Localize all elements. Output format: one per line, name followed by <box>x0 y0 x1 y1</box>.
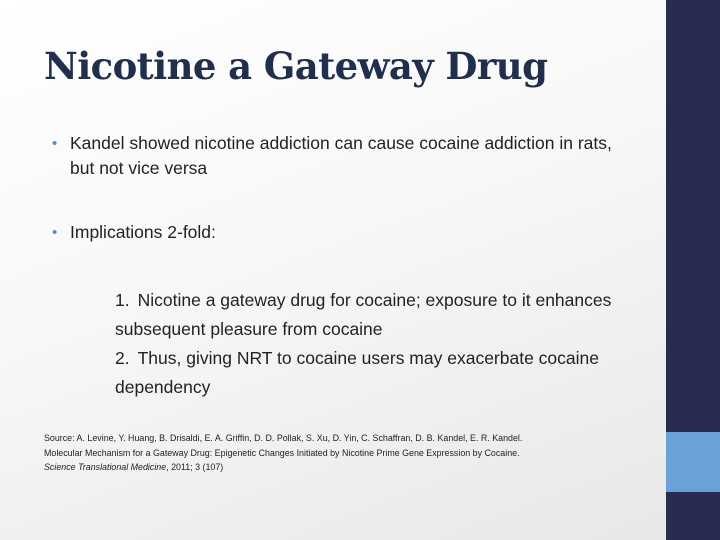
item-text: Thus, giving NRT to cocaine users may exacerbate cocaine dependency <box>115 348 600 397</box>
item-number: 2. <box>115 348 130 368</box>
source-citation <box>44 431 644 475</box>
side-accent-block <box>666 432 720 492</box>
numbered-list <box>115 286 635 402</box>
bullet-dot-icon: • <box>52 135 58 152</box>
source-line: Molecular Mechanism for a Gateway Drug: Epigenetic Changes Initiated by Nicotine Prime Gene Expression by Cocaine. <box>44 447 520 458</box>
numbered-item <box>115 286 635 344</box>
source-line: Source: A. Levine, Y. Huang, B. Drisaldi, E. A. Griffin, D. D. Pollak, S. Xu, D. Yin, C. Schaffran, D. B. Kandel, E. R. Kandel. <box>44 433 523 443</box>
citation-details: , 2011; 3 (107) <box>166 462 224 472</box>
bullet-text: Kandel showed nicotine addiction can cause cocaine addiction in rats, but not vice versa <box>70 133 612 178</box>
bullet-text: Implications 2-fold: <box>70 222 216 242</box>
slide-title: Nicotine a Gateway Drug <box>44 44 548 88</box>
item-number: 1. <box>115 290 130 310</box>
journal-name: Science Translational Medicine <box>44 462 167 472</box>
bullet-dot-icon: • <box>52 224 58 241</box>
item-text: Nicotine a gateway drug for cocaine; exposure to it enhances subsequent pleasure from cocaine <box>115 290 612 339</box>
source-line <box>44 460 644 475</box>
bullet-item <box>52 131 612 181</box>
bullet-item <box>52 220 612 245</box>
numbered-item <box>115 344 635 402</box>
